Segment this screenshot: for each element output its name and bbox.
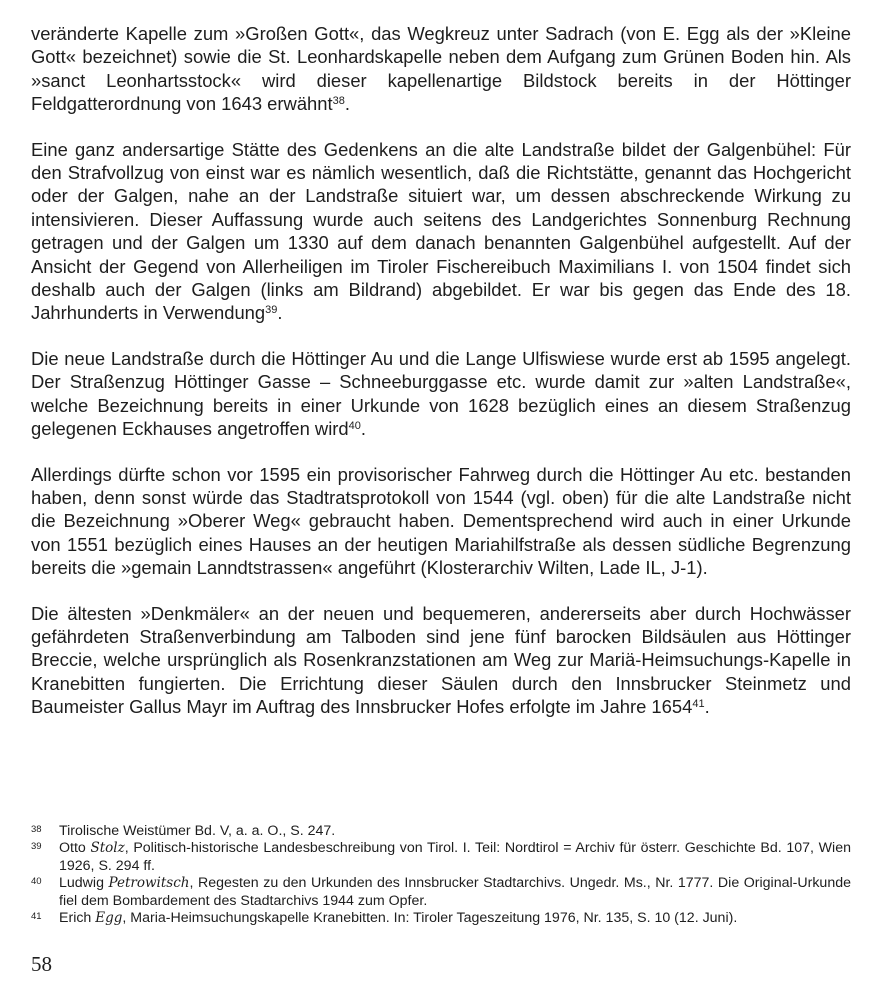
text-run: . [277,302,283,324]
footnote [31,823,851,840]
footnote-reference: 41 [692,698,705,711]
text-run: Allerdings dürfte schon vor 1595 ein provisorischer Fahrweg durch die Höttinger Au etc. bestanden haben, denn sonst würde das Stadtratsprotokoll von 1544 (vgl. oben) für die alte Landstraße nicht die Bezeichnung »Oberer Weg« gebraucht haben. Dementsprechend wird auch in einer Urkunde von 1551 bezüglich eines Hauses an der heutigen Mariahilfstraße als dessen südliche Begrenzung bereits die »gemain Lanndtstrassen« angeführt (Klosterarchiv Wilten, Lade IL, J-1). [31,463,851,579]
body-text [31,22,851,719]
text-run: Die neue Landstraße durch die Höttinger Au und die Lange Ulfiswiese wurde erst ab 1595 angelegt. Der Straßenzug Höttinger Gasse – Schneeburggasse etc. wurde damit zur »alten Landstraße«, welche Bezeichnung bereits in einer Urkunde von 1628 bezüglich eines an diesem Straßenzug gelegenen Eckhauses angetroffen wird [31,347,851,440]
footnotes [31,823,851,927]
footnote-number: 40 [31,876,42,888]
paragraph [31,602,851,719]
paragraph [31,463,851,580]
footnote-text [59,875,851,910]
footnote-reference: 39 [265,304,278,317]
text-run: Die ältesten »Denkmäler« an der neuen und bequemeren, andererseits aber durch Hochwässer gefährdeten Straßenverbindung am Talboden sind jene fünf barocken Bildsäulen aus Höttinger Breccie, welche ursprünglich als Rosenkranzstationen am Weg zur Mariä-Heimsuchungs-Kapelle in Kranebitten fungierten. Die Errichtung dieser Säulen durch den Innsbrucker Steinmetz und Baumeister Gallus Mayr im Auftrag des Innsbrucker Hofes erfolgte im Jahre 1654 [31,602,851,718]
text-run: , Politisch-historische Landesbeschreibung von Tirol. I. Teil: Nordtirol = Archiv für österr. Geschichte Bd. 107, Wien 1926, S. 294 ff. [59,840,851,874]
footnote [31,840,851,875]
text-run: Ludwig [59,875,109,892]
text-run: Erich [59,910,96,927]
footnote-reference: 38 [332,95,345,108]
footnote-text [59,840,851,875]
paragraph [31,138,851,325]
footnote-number: 39 [31,841,42,853]
footnote-number: 41 [31,911,42,923]
text-run: veränderte Kapelle zum »Großen Gott«, das Wegkreuz unter Sadrach (von E. Egg als der »Kleine Gott« bezeichnet) sowie die St. Leonhardskapelle neben dem Aufgang zum Grünen Boden hin. Als »sanct Leonhartsstock« wird dieser kapellenartige Bildstock bereits in der Höttinger Feldgatterordnung von 1643 erwähnt [31,23,851,115]
paragraph [31,22,851,116]
text-run: , Regesten zu den Urkunden des Innsbrucker Stadtarchivs. Ungedr. Ms., Nr. 1777. Die Original-Urkunde fiel dem Bombardement des Stadtarchivs 1944 zum Opfer. [59,875,851,909]
footnote [31,910,851,927]
text-run: Otto [59,840,91,857]
author-name: Egg [95,910,123,927]
text-run: , Maria-Heimsuchungskapelle Kranebitten. In: Tiroler Tageszeitung 1976, Nr. 135, S. 10 (12. Juni). [122,910,738,927]
footnote-number: 38 [31,824,42,835]
footnote [31,875,851,910]
text-run: . [360,418,367,440]
text-run: Tirolische Weistümer Bd. V, a. a. O., S. 247. [59,823,336,839]
text-run: Eine ganz andersartige Stätte des Gedenkens an die alte Landstraße bildet der Galgenbühel: Für den Strafvollzug von einst war es nämlich wesentlich, daß die Richtstätte, genannt das Hochgericht oder der Galgen, nahe an der Landstraße situiert war, um dessen abschreckende Wirkung zu intensivieren. Dieser Auffassung wurde auch seitens des Landgerichtes Sonnenburg Rechnung getragen und der Galgen um 1330 auf dem danach benannten Galgenbühel aufgestellt. Auf der Ansicht der Gegend von Allerheiligen im Tiroler Fischereibuch Maximilians I. von 1504 findet sich deshalb auch der Galgen (links am Bildrand) abgebildet. Er war bis gegen das Ende des 18. Jahrhunderts in Verwendung [31,138,851,324]
paragraph [31,347,851,441]
footnote-reference: 40 [348,420,361,433]
author-name: Stolz [90,840,125,857]
footnote-text [59,910,851,927]
author-name: Petrowitsch [108,875,190,892]
text-run: . [704,696,710,718]
page-number: 58 [31,952,52,976]
text-run: . [344,93,350,115]
footnote-text [59,823,851,840]
